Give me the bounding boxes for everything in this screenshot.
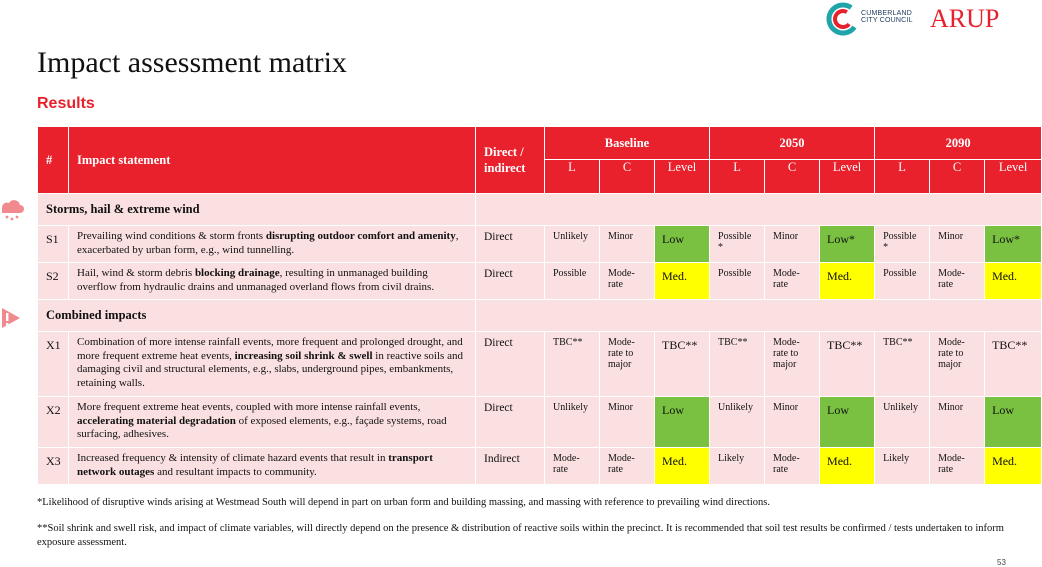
risk-level: Med. <box>655 448 710 485</box>
table-row <box>38 448 1042 485</box>
statement-text: Hail, wind & storm debris <box>77 267 195 279</box>
consequence-value: Mode- rate <box>765 448 820 485</box>
row-id: X2 <box>38 397 69 448</box>
row-id: X3 <box>38 448 69 485</box>
likelihood-value: Unlikely <box>545 397 600 448</box>
section-row <box>38 300 1042 332</box>
col-num-header: # <box>38 127 69 194</box>
statement-emphasis: transport network outages <box>77 452 433 478</box>
impact-matrix-table <box>37 126 1042 485</box>
statement-emphasis: disrupting outdoor comfort and amenity <box>265 230 456 242</box>
consequence-value: Mode- rate to major <box>930 332 985 397</box>
sub-header-level: Level <box>985 160 1042 194</box>
risk-level: TBC** <box>985 332 1042 397</box>
risk-level: Med. <box>820 448 875 485</box>
likelihood-value: Mode- rate <box>545 448 600 485</box>
cumberland-council-logo <box>826 2 860 36</box>
consequence-value: Mode- rate <box>930 263 985 300</box>
likelihood-value: TBC** <box>545 332 600 397</box>
risk-level: Med. <box>655 263 710 300</box>
impact-statement <box>69 448 476 485</box>
risk-level: TBC** <box>655 332 710 397</box>
likelihood-value: Possible * <box>875 226 930 263</box>
risk-level: Low* <box>820 226 875 263</box>
warning-icon <box>0 304 22 330</box>
section-spacer <box>476 194 1042 226</box>
row-id: S1 <box>38 226 69 263</box>
impact-statement <box>69 263 476 300</box>
sub-header-c: C <box>930 160 985 194</box>
period-header-baseline: Baseline <box>545 127 710 160</box>
footnote-wind: *Likelihood of disruptive winds arising at Westmead South will depend in part on urban form and building massing, and massing with reference to prevailing wind directions. <box>37 497 770 508</box>
statement-emphasis: blocking drainage <box>194 267 280 279</box>
likelihood-value: TBC** <box>875 332 930 397</box>
risk-level: Med. <box>985 263 1042 300</box>
statement-emphasis: accelerating material degradation <box>77 414 236 427</box>
statement-text: Combination of more intense rainfall events, more frequent and prolonged drought, and more frequent extreme heat events, <box>77 336 463 362</box>
risk-level: Med. <box>820 263 875 300</box>
impact-statement <box>69 332 476 397</box>
sub-header-c: C <box>765 160 820 194</box>
arup-logo: ARUP <box>930 4 1000 33</box>
direct-indirect: Direct <box>476 263 545 300</box>
risk-level: Low <box>655 226 710 263</box>
consequence-value: Minor <box>930 397 985 448</box>
sub-header-level: Level <box>820 160 875 194</box>
impact-statement <box>69 397 476 448</box>
section-subtitle: Results <box>37 95 95 112</box>
sub-header-l: L <box>710 160 765 194</box>
council-logo-text: CUMBERLAND CITY COUNCIL <box>861 10 913 24</box>
table-row <box>38 226 1042 263</box>
direct-indirect: Direct <box>476 397 545 448</box>
footnote-soil: **Soil shrink and swell risk, and impact of climate variables, will directly depend on the presence & distribution of reactive soils within the precinct. It is recommended that soil test results be confirmed / tests undertaken to inform exposure assessment. <box>37 523 1004 548</box>
risk-level: Med. <box>985 448 1042 485</box>
consequence-value: Mode- rate <box>600 448 655 485</box>
likelihood-value: Possible <box>875 263 930 300</box>
statement-emphasis: increasing soil shrink & swell <box>234 349 373 362</box>
consequence-value: Minor <box>930 226 985 263</box>
row-id: S2 <box>38 263 69 300</box>
likelihood-value: Unlikely <box>710 397 765 448</box>
section-spacer <box>476 300 1042 332</box>
statement-text: in reactive soils and damaging civil and structural elements, e.g., slabs, underground pipes, embankments, retaining walls. <box>77 349 463 389</box>
consequence-value: Mode- rate to major <box>765 332 820 397</box>
likelihood-value: Possible * <box>710 226 765 263</box>
likelihood-value: TBC** <box>710 332 765 397</box>
storm-cloud-icon <box>0 196 24 222</box>
statement-text: More frequent extreme heat events, coupled with more intense rainfall events, <box>77 401 421 413</box>
statement-text: , exacerbated by urban form, e.g., wind tunnelling. <box>77 230 459 256</box>
sub-header-level: Level <box>655 160 710 194</box>
consequence-value: Minor <box>600 226 655 263</box>
impact-statement <box>69 226 476 263</box>
risk-level: Low <box>985 397 1042 448</box>
section-title: Combined impacts <box>38 300 476 332</box>
direct-indirect: Direct <box>476 332 545 397</box>
statement-text: Prevailing wind conditions & storm fronts <box>77 230 266 242</box>
consequence-value: Minor <box>765 397 820 448</box>
direct-indirect: Indirect <box>476 448 545 485</box>
statement-text: , resulting in unmanaged building overflow from hydraulic drains and unmanaged overland flows from civil drains. <box>77 267 435 293</box>
likelihood-value: Possible <box>545 263 600 300</box>
consequence-value: Mode- rate <box>930 448 985 485</box>
statement-text: of exposed elements, e.g., façade systems, road surfacing, adhesives. <box>77 414 447 440</box>
period-header-2050: 2050 <box>710 127 875 160</box>
page-title: Impact assessment matrix <box>37 46 347 79</box>
row-id: X1 <box>38 332 69 397</box>
consequence-value: Mode- rate to major <box>600 332 655 397</box>
consequence-value: Mode- rate <box>600 263 655 300</box>
col-statement-header: Impact statement <box>69 127 476 194</box>
period-header-2090: 2090 <box>875 127 1042 160</box>
likelihood-value: Unlikely <box>545 226 600 263</box>
risk-level: Low <box>820 397 875 448</box>
risk-level: Low <box>655 397 710 448</box>
consequence-value: Minor <box>600 397 655 448</box>
sub-header-l: L <box>875 160 930 194</box>
likelihood-value: Likely <box>875 448 930 485</box>
section-title: Storms, hail & extreme wind <box>38 194 476 226</box>
col-direct-header: Direct / indirect <box>476 127 545 194</box>
table-row <box>38 263 1042 300</box>
risk-level: Low* <box>985 226 1042 263</box>
table-row <box>38 397 1042 448</box>
likelihood-value: Possible <box>710 263 765 300</box>
likelihood-value: Unlikely <box>875 397 930 448</box>
statement-text: and resultant impacts to community. <box>154 465 317 478</box>
sub-header-l: L <box>545 160 600 194</box>
consequence-value: Minor <box>765 226 820 263</box>
table-row <box>38 332 1042 397</box>
matrix-body <box>38 194 1042 485</box>
sub-header-c: C <box>600 160 655 194</box>
page-number: 53 <box>997 558 1006 567</box>
statement-text: Increased frequency & intensity of climate hazard events that result in <box>77 452 389 464</box>
direct-indirect: Direct <box>476 226 545 263</box>
consequence-value: Mode- rate <box>765 263 820 300</box>
likelihood-value: Likely <box>710 448 765 485</box>
risk-level: TBC** <box>820 332 875 397</box>
section-row <box>38 194 1042 226</box>
